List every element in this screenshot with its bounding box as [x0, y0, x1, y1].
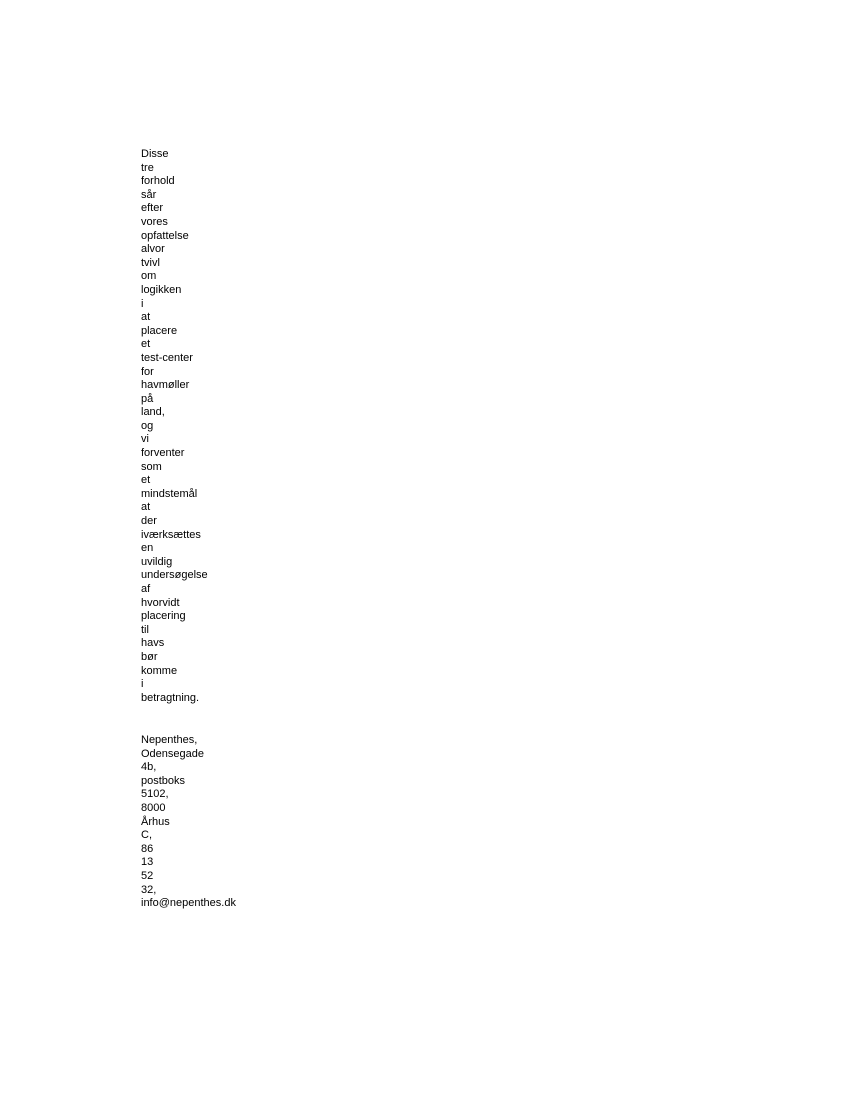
paragraph-word: uvildig: [141, 555, 173, 568]
address-word: 13: [141, 856, 154, 869]
paragraph-word: et: [141, 338, 151, 351]
paragraph-word: hvorvidt: [141, 596, 180, 609]
paragraph-word: vores: [141, 215, 168, 228]
paragraph-word: sår: [141, 188, 157, 201]
paragraph-word: af: [141, 583, 151, 595]
statement-paragraph: [141, 148, 208, 705]
paragraph-word: en: [141, 542, 154, 555]
paragraph-word: at: [141, 501, 151, 514]
paragraph-word: forventer: [141, 447, 185, 460]
paragraph-word: tre: [141, 161, 154, 174]
paragraph-word: opfattelse: [141, 229, 189, 242]
address-word: 52: [141, 869, 154, 882]
paragraph-word: til: [141, 623, 149, 636]
paragraph-word: logikken: [141, 283, 182, 296]
address-word: Odensegade: [141, 747, 204, 760]
paragraph-word: på: [141, 392, 154, 405]
address-word: 4b,: [141, 761, 157, 774]
address-word: Nepenthes,: [141, 734, 198, 746]
paragraph-word: forhold: [141, 175, 175, 188]
paragraph-word: alvor: [141, 243, 165, 256]
address-word: postboks: [141, 774, 186, 787]
paragraph-word: bør: [141, 650, 158, 663]
paragraph-word: som: [141, 460, 162, 473]
paragraph-word: havmøller: [141, 379, 190, 392]
paragraph-word: betragtning.: [141, 691, 200, 704]
paragraph-word: land,: [141, 406, 165, 419]
address-word: 5102,: [141, 788, 169, 801]
paragraph-word: efter: [141, 202, 164, 215]
paragraph-word: der: [141, 515, 157, 528]
paragraph-word: Disse: [141, 148, 169, 160]
address-word: 86: [141, 842, 154, 855]
address-word: C,: [141, 829, 152, 842]
paragraph-word: for: [141, 365, 154, 378]
paragraph-word: i: [141, 297, 144, 310]
paragraph-word: tvivl: [141, 256, 160, 269]
paragraph-word: om: [141, 270, 157, 283]
paragraph-word: i: [141, 678, 144, 691]
paragraph-word: og: [141, 419, 154, 432]
paragraph-word: vi: [141, 433, 149, 446]
paragraph-word: at: [141, 311, 151, 324]
paragraph-word: test-center: [141, 351, 193, 364]
paragraph-word: undersøgelse: [141, 569, 208, 582]
paragraph-word: komme: [141, 664, 178, 677]
paragraph-word: iværksættes: [141, 528, 201, 541]
paragraph-word: mindstemål: [141, 487, 198, 500]
address-word: info@nepenthes.dk: [141, 897, 236, 910]
address-word: Århus: [141, 815, 170, 828]
paragraph-word: havs: [141, 637, 165, 650]
contact-address: [141, 734, 236, 911]
paragraph-word: et: [141, 474, 151, 487]
paragraph-word: placering: [141, 610, 186, 623]
address-word: 32,: [141, 883, 157, 896]
address-word: 8000: [141, 801, 166, 814]
paragraph-word: placere: [141, 324, 178, 337]
